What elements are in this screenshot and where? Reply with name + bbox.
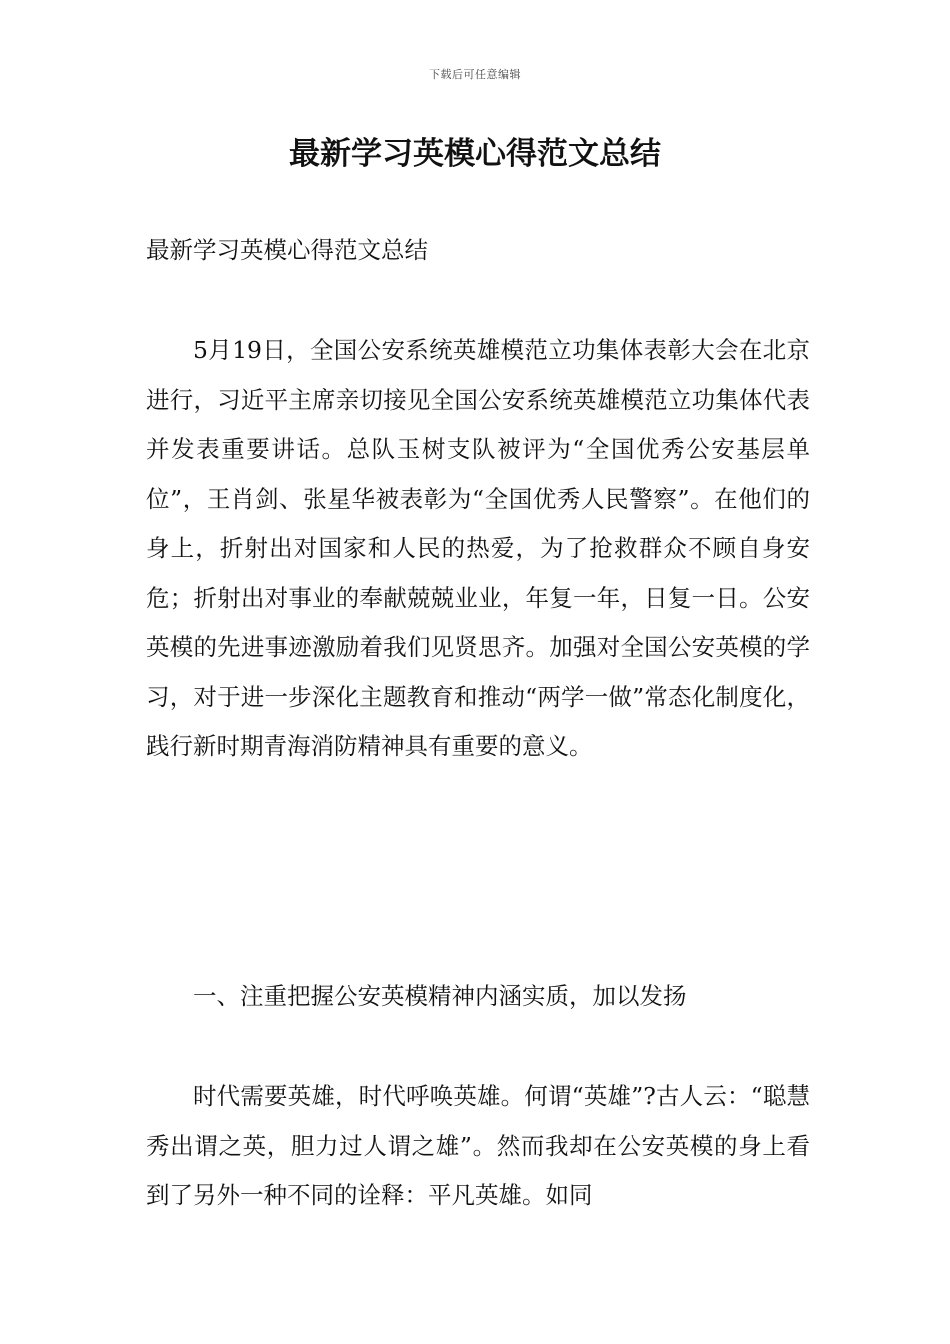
document-subtitle: 最新学习英模心得范文总结	[146, 236, 428, 264]
header-note: 下载后可任意编辑	[429, 68, 521, 81]
section-heading-one: 一、注重把握公安英模精神内涵实质，加以发扬	[193, 982, 687, 1010]
paragraph-heroes: 时代需要英雄，时代呼唤英雄。何谓“英雄”?古人云：“聪慧秀出谓之英，胆力过人谓之雄”。然而我却在公安英模的身上看到了另外一种不同的诠释：平凡英雄。如同	[146, 1082, 810, 1209]
document-title: 最新学习英模心得范文总结	[289, 136, 661, 172]
paragraph-intro: 5月19日，全国公安系统英雄模范立功集体表彰大会在北京进行，习近平主席亲切接见全国公安系统英雄模范立功集体代表并发表重要讲话。总队玉树支队被评为“全国优秀公安基层单位”，王肖剑、张星华被表彰为“全国优秀人民警察”。在他们的身上，折射出对国家和人民的热爱，为了抢救群众不顾自身安危；折射出对事业的奉献兢兢业业，年复一年，日复一日。公安英模的先进事迹激励着我们见贤思齐。加强对全国公安英模的学习，对于进一步深化主题教育和推动“两学一做”常态化制度化，践行新时期青海消防精神具有重要的意义。	[146, 336, 810, 760]
